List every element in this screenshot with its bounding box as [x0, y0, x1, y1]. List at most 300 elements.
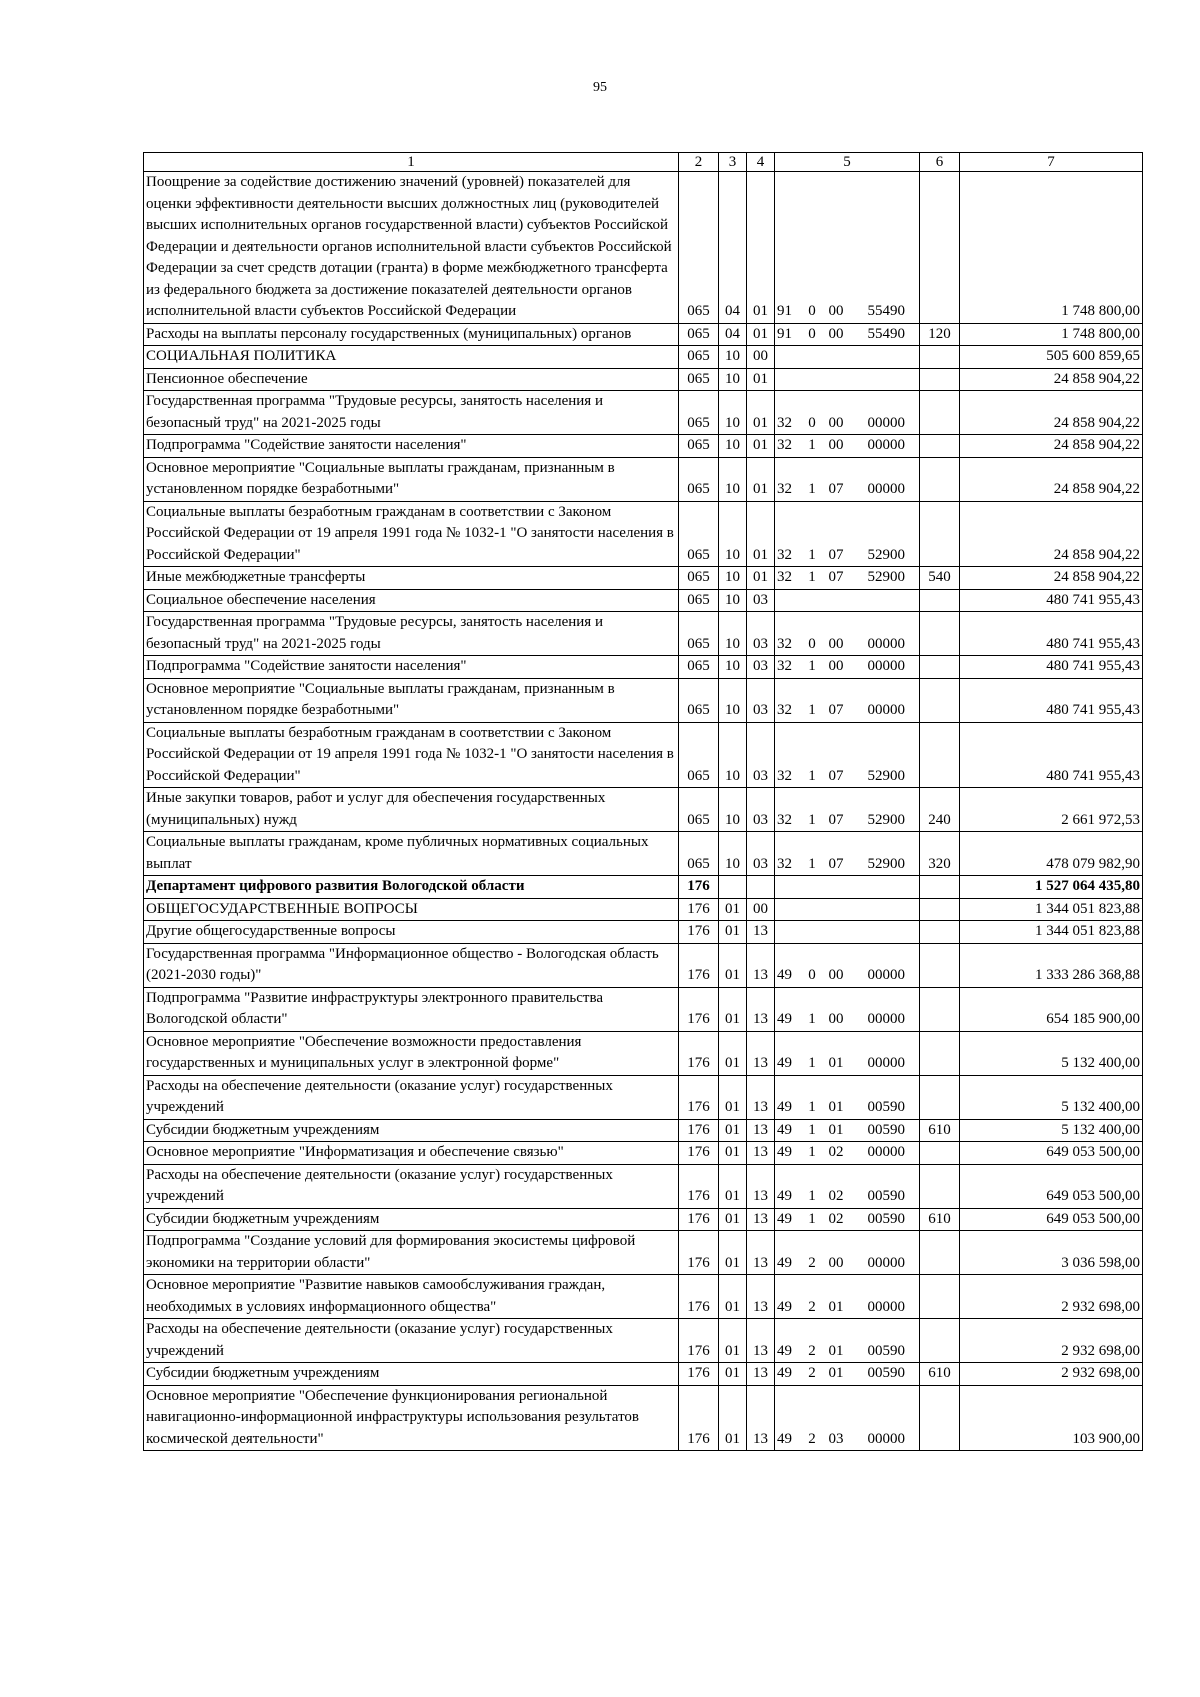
row-amount: 1 333 286 368,88	[960, 943, 1143, 987]
row-code-expense-type: 610	[920, 1363, 960, 1386]
row-name: Иные закупки товаров, работ и услуг для обеспечения государственных (муниципальных) нужд	[144, 788, 679, 832]
row-code-target-part: 52900	[867, 569, 905, 585]
row-code-section: 10	[719, 391, 747, 435]
row-name: Подпрограмма "Содействие занятости населения"	[144, 656, 679, 679]
row-code-subsection: 00	[747, 346, 775, 369]
row-code-target-part: 32	[777, 635, 792, 652]
row-code-target	[775, 391, 920, 435]
row-code-ministry: 065	[679, 346, 719, 369]
row-name: Расходы на обеспечение деятельности (оказание услуг) государственных учреждений	[144, 1319, 679, 1363]
table-row	[144, 346, 1143, 369]
row-name: Государственная программа "Трудовые ресурсы, занятость населения и безопасный труд" на 2021-2025 годы	[144, 391, 679, 435]
row-code-section	[719, 876, 747, 899]
row-code-section: 10	[719, 346, 747, 369]
row-amount: 505 600 859,65	[960, 346, 1143, 369]
row-code-subsection: 13	[747, 1075, 775, 1119]
row-amount: 24 858 904,22	[960, 368, 1143, 391]
row-name: СОЦИАЛЬНАЯ ПОЛИТИКА	[144, 346, 679, 369]
row-code-expense-type: 610	[920, 1208, 960, 1231]
row-name: Департамент цифрового развития Вологодской области	[144, 876, 679, 899]
row-name: Социальные выплаты гражданам, кроме публичных нормативных социальных выплат	[144, 832, 679, 876]
row-code-subsection: 03	[747, 656, 775, 679]
table-row	[144, 1231, 1143, 1275]
row-code-target	[775, 788, 920, 832]
row-code-target-part: 2	[808, 1342, 816, 1359]
row-code-ministry: 176	[679, 876, 719, 899]
row-code-target-part: 1	[808, 481, 816, 497]
row-code-target-part: 55490	[867, 325, 905, 342]
row-code-target-part: 02	[828, 1210, 844, 1227]
row-code-subsection: 01	[747, 391, 775, 435]
row-code-target-part: 2	[808, 1298, 816, 1315]
row-amount: 2 932 698,00	[960, 1275, 1143, 1319]
row-code-target-part: 32	[777, 546, 792, 563]
row-code-subsection: 03	[747, 788, 775, 832]
row-code-target-part: 1	[808, 811, 816, 828]
row-code-ministry: 065	[679, 457, 719, 501]
row-code-subsection: 13	[747, 1363, 775, 1386]
row-code-section: 01	[719, 1275, 747, 1319]
row-code-expense-type	[920, 435, 960, 458]
row-code-target	[775, 1231, 920, 1275]
row-code-target-part: 1	[808, 1099, 816, 1115]
row-code-expense-type: 610	[920, 1119, 960, 1142]
row-code-section: 10	[719, 722, 747, 788]
row-code-section: 01	[719, 1031, 747, 1075]
table-row	[144, 722, 1143, 788]
row-code-expense-type	[920, 921, 960, 944]
table-row	[144, 1075, 1143, 1119]
row-code-target-part: 00000	[867, 702, 905, 718]
row-code-section: 01	[719, 1075, 747, 1119]
row-code-expense-type	[920, 501, 960, 567]
row-code-ministry: 065	[679, 589, 719, 612]
row-code-target	[775, 457, 920, 501]
row-code-target-part: 01	[828, 1055, 844, 1071]
row-code-target-part: 49	[777, 1365, 792, 1381]
row-code-target-part: 32	[777, 569, 792, 585]
row-code-target-part: 03	[828, 1430, 844, 1447]
row-code-subsection: 03	[747, 612, 775, 656]
row-code-expense-type	[920, 612, 960, 656]
header-cell: 1	[144, 153, 679, 172]
row-name: Основное мероприятие "Обеспечение возможности предоставления государственных и муниципальных услуг в электронной форме"	[144, 1031, 679, 1075]
row-code-ministry: 065	[679, 656, 719, 679]
row-code-target-part: 00	[828, 414, 844, 431]
row-name: Подпрограмма "Содействие занятости населения"	[144, 435, 679, 458]
row-code-expense-type	[920, 457, 960, 501]
row-code-target-part: 2	[808, 1365, 816, 1381]
row-code-ministry: 065	[679, 722, 719, 788]
row-code-subsection: 01	[747, 457, 775, 501]
row-amount: 5 132 400,00	[960, 1119, 1143, 1142]
row-code-expense-type	[920, 1231, 960, 1275]
row-code-target-part: 00000	[867, 481, 905, 497]
row-code-target	[775, 1031, 920, 1075]
table-row	[144, 1031, 1143, 1075]
row-code-target-part: 00590	[867, 1121, 905, 1138]
row-code-ministry: 176	[679, 1385, 719, 1451]
table-row	[144, 567, 1143, 590]
table-row	[144, 1164, 1143, 1208]
row-code-section: 10	[719, 457, 747, 501]
row-code-section: 04	[719, 172, 747, 324]
table-row	[144, 391, 1143, 435]
row-code-ministry: 176	[679, 1363, 719, 1386]
row-code-expense-type	[920, 346, 960, 369]
row-code-section: 10	[719, 832, 747, 876]
row-code-target-part: 00	[828, 437, 844, 453]
row-code-target-part: 02	[828, 1144, 844, 1160]
row-code-subsection: 13	[747, 1231, 775, 1275]
row-code-target-part: 1	[808, 767, 816, 784]
row-code-target-part: 1	[808, 855, 816, 872]
row-code-target-part: 00	[828, 658, 844, 674]
row-name: Социальные выплаты безработным гражданам в соответствии с Законом Российской Федерации от 19 апреля 1991 года № 1032-1 "О занятости населения в Российской Федерации"	[144, 722, 679, 788]
row-name: Основное мероприятие "Информатизация и обеспечение связью"	[144, 1142, 679, 1165]
row-code-target-part: 49	[777, 1210, 792, 1227]
row-name: Подпрограмма "Развитие инфраструктуры электронного правительства Вологодской области"	[144, 987, 679, 1031]
row-code-target-part: 07	[828, 855, 844, 872]
row-amount: 478 079 982,90	[960, 832, 1143, 876]
header-cell: 4	[747, 153, 775, 172]
row-code-target-part: 00000	[867, 437, 905, 453]
row-code-target	[775, 1208, 920, 1231]
row-amount: 1 344 051 823,88	[960, 921, 1143, 944]
row-code-subsection: 01	[747, 368, 775, 391]
row-code-expense-type	[920, 368, 960, 391]
row-name: Государственная программа "Трудовые ресурсы, занятость населения и безопасный труд" на 2021-2025 годы	[144, 612, 679, 656]
row-code-target-part: 1	[808, 1121, 816, 1138]
row-code-target-part: 49	[777, 967, 792, 983]
row-code-ministry: 176	[679, 898, 719, 921]
row-code-expense-type	[920, 1031, 960, 1075]
row-amount: 5 132 400,00	[960, 1031, 1143, 1075]
row-code-ministry: 176	[679, 1231, 719, 1275]
row-amount: 24 858 904,22	[960, 501, 1143, 567]
row-code-target-part: 1	[808, 702, 816, 718]
table-row	[144, 832, 1143, 876]
row-code-target-part: 1	[808, 1188, 816, 1204]
row-code-target-part: 00000	[867, 414, 905, 431]
row-code-expense-type	[920, 1075, 960, 1119]
row-amount: 24 858 904,22	[960, 567, 1143, 590]
row-code-subsection: 13	[747, 987, 775, 1031]
row-code-target-part: 2	[808, 1430, 816, 1447]
row-code-ministry: 176	[679, 1031, 719, 1075]
table-row	[144, 612, 1143, 656]
row-code-target	[775, 1319, 920, 1363]
table-row	[144, 589, 1143, 612]
row-code-target-part: 32	[777, 702, 792, 718]
row-code-section: 01	[719, 1385, 747, 1451]
row-code-target	[775, 567, 920, 590]
row-code-subsection: 13	[747, 1164, 775, 1208]
row-code-target-part: 32	[777, 481, 792, 497]
row-code-ministry: 176	[679, 987, 719, 1031]
row-code-target	[775, 1142, 920, 1165]
row-code-target-part: 01	[828, 1365, 844, 1381]
row-code-target-part: 00000	[867, 1144, 905, 1160]
row-code-target	[775, 898, 920, 921]
row-code-target-part: 07	[828, 481, 844, 497]
row-code-expense-type: 240	[920, 788, 960, 832]
row-code-section: 10	[719, 612, 747, 656]
row-code-section: 10	[719, 368, 747, 391]
row-amount: 649 053 500,00	[960, 1164, 1143, 1208]
row-amount: 480 741 955,43	[960, 656, 1143, 679]
row-amount: 24 858 904,22	[960, 435, 1143, 458]
row-code-target-part: 91	[777, 325, 792, 342]
row-code-expense-type	[920, 589, 960, 612]
row-code-subsection: 01	[747, 501, 775, 567]
row-amount: 5 132 400,00	[960, 1075, 1143, 1119]
row-name: Расходы на обеспечение деятельности (оказание услуг) государственных учреждений	[144, 1075, 679, 1119]
row-code-subsection: 03	[747, 832, 775, 876]
row-amount: 649 053 500,00	[960, 1142, 1143, 1165]
row-code-target-part: 00000	[867, 635, 905, 652]
header-cell: 5	[775, 153, 920, 172]
row-code-ministry: 065	[679, 788, 719, 832]
row-code-target	[775, 678, 920, 722]
row-code-target	[775, 1164, 920, 1208]
row-code-ministry: 065	[679, 612, 719, 656]
row-code-subsection: 13	[747, 1385, 775, 1451]
row-amount: 480 741 955,43	[960, 678, 1143, 722]
row-code-target	[775, 1075, 920, 1119]
row-code-target-part: 49	[777, 1011, 792, 1027]
table-row	[144, 1142, 1143, 1165]
row-amount: 480 741 955,43	[960, 722, 1143, 788]
row-code-target-part: 00	[828, 635, 844, 652]
row-name: Поощрение за содействие достижению значений (уровней) показателей для оценки эффективности деятельности высших должностных лиц (руководителей высших исполнительных органов государственной власти) субъектов Российской Федерации и деятельности органов исполнительной власти субъектов Российской Федерации за счет средств дотации (гранта) в форме межбюджетного трансферта из федерального бюджета за достижение показателей деятельности органов исполнительной власти субъектов Российской Федерации	[144, 172, 679, 324]
row-code-target-part: 01	[828, 1099, 844, 1115]
row-code-target-part: 1	[808, 437, 816, 453]
row-code-target-part: 49	[777, 1144, 792, 1160]
header-cell: 6	[920, 153, 960, 172]
row-name: Субсидии бюджетным учреждениям	[144, 1363, 679, 1386]
row-code-section: 10	[719, 501, 747, 567]
row-amount: 1 344 051 823,88	[960, 898, 1143, 921]
row-code-section: 04	[719, 323, 747, 346]
table-row	[144, 1119, 1143, 1142]
row-code-target-part: 01	[828, 1342, 844, 1359]
row-code-target-part: 00000	[867, 1254, 905, 1271]
row-code-target	[775, 921, 920, 944]
row-amount: 649 053 500,00	[960, 1208, 1143, 1231]
row-code-subsection	[747, 876, 775, 899]
row-code-subsection: 13	[747, 943, 775, 987]
row-code-target-part: 00000	[867, 1055, 905, 1071]
row-name: Основное мероприятие "Социальные выплаты гражданам, признанным в установленном порядке безработными"	[144, 678, 679, 722]
row-code-target	[775, 832, 920, 876]
row-code-section: 01	[719, 1363, 747, 1386]
row-amount: 24 858 904,22	[960, 391, 1143, 435]
row-code-target-part: 49	[777, 1121, 792, 1138]
row-code-expense-type: 320	[920, 832, 960, 876]
row-name: Иные межбюджетные трансферты	[144, 567, 679, 590]
row-code-section: 10	[719, 678, 747, 722]
row-amount: 654 185 900,00	[960, 987, 1143, 1031]
row-code-target-part: 00	[828, 967, 844, 983]
row-name: Другие общегосударственные вопросы	[144, 921, 679, 944]
table-row	[144, 876, 1143, 899]
row-code-subsection: 13	[747, 1142, 775, 1165]
row-code-target-part: 52900	[867, 855, 905, 872]
table-row	[144, 172, 1143, 324]
row-code-target-part: 00590	[867, 1210, 905, 1227]
row-code-target-part: 32	[777, 437, 792, 453]
row-code-target-part: 00590	[867, 1188, 905, 1204]
row-code-expense-type	[920, 987, 960, 1031]
row-code-target-part: 00000	[867, 1011, 905, 1027]
row-code-target-part: 32	[777, 767, 792, 784]
row-code-target-part: 0	[808, 303, 816, 319]
row-code-target-part: 49	[777, 1254, 792, 1271]
row-code-target-part: 00000	[867, 1430, 905, 1447]
row-amount: 103 900,00	[960, 1385, 1143, 1451]
row-code-target	[775, 876, 920, 899]
row-code-section: 01	[719, 1319, 747, 1363]
row-code-target	[775, 172, 920, 324]
row-code-target-part: 07	[828, 702, 844, 718]
row-code-target-part: 0	[808, 325, 816, 342]
table-row	[144, 678, 1143, 722]
row-code-target-part: 01	[828, 1121, 844, 1138]
row-code-ministry: 065	[679, 567, 719, 590]
row-code-target-part: 1	[808, 1210, 816, 1227]
row-code-target-part: 49	[777, 1430, 792, 1447]
row-code-expense-type	[920, 1275, 960, 1319]
row-code-section: 01	[719, 1208, 747, 1231]
row-amount: 2 661 972,53	[960, 788, 1143, 832]
table-row	[144, 457, 1143, 501]
row-code-expense-type	[920, 876, 960, 899]
row-code-target-part: 1	[808, 569, 816, 585]
row-code-target-part: 49	[777, 1099, 792, 1115]
header-cell: 3	[719, 153, 747, 172]
row-code-target-part: 52900	[867, 767, 905, 784]
row-name: Государственная программа "Информационное общество - Вологодская область (2021-2030 годы)"	[144, 943, 679, 987]
row-amount: 1 527 064 435,80	[960, 876, 1143, 899]
row-code-target-part: 1	[808, 1055, 816, 1071]
row-code-subsection: 01	[747, 323, 775, 346]
table-row	[144, 656, 1143, 679]
row-code-target	[775, 722, 920, 788]
row-code-target-part: 1	[808, 1011, 816, 1027]
row-code-target-part: 1	[808, 1144, 816, 1160]
table-row	[144, 1275, 1143, 1319]
row-code-expense-type	[920, 1319, 960, 1363]
row-code-target-part: 49	[777, 1188, 792, 1204]
row-amount: 2 932 698,00	[960, 1319, 1143, 1363]
row-code-target-part: 1	[808, 658, 816, 674]
row-code-target-part: 07	[828, 767, 844, 784]
row-code-target	[775, 1363, 920, 1386]
row-code-expense-type	[920, 391, 960, 435]
table-row	[144, 1319, 1143, 1363]
row-name: Субсидии бюджетным учреждениям	[144, 1208, 679, 1231]
row-code-target	[775, 943, 920, 987]
row-amount: 2 932 698,00	[960, 1363, 1143, 1386]
row-code-subsection: 03	[747, 722, 775, 788]
row-code-target-part: 49	[777, 1055, 792, 1071]
row-code-subsection: 01	[747, 172, 775, 324]
row-name: Основное мероприятие "Развитие навыков самообслуживания граждан, необходимых в условиях информационного общества"	[144, 1275, 679, 1319]
row-code-ministry: 176	[679, 943, 719, 987]
row-code-subsection: 01	[747, 435, 775, 458]
row-code-target-part: 00000	[867, 1298, 905, 1315]
row-code-section: 01	[719, 987, 747, 1031]
header-cell: 7	[960, 153, 1143, 172]
row-code-subsection: 03	[747, 678, 775, 722]
row-code-target-part: 0	[808, 635, 816, 652]
row-code-expense-type: 540	[920, 567, 960, 590]
row-code-target	[775, 1385, 920, 1451]
row-code-target-part: 91	[777, 303, 792, 319]
row-code-section: 10	[719, 567, 747, 590]
row-code-ministry: 176	[679, 1208, 719, 1231]
row-code-subsection: 13	[747, 1031, 775, 1075]
row-code-ministry: 065	[679, 368, 719, 391]
row-name: Расходы на выплаты персоналу государственных (муниципальных) органов	[144, 323, 679, 346]
table-row	[144, 1385, 1143, 1451]
row-name: Основное мероприятие "Обеспечение функционирования региональной навигационно-информационной инфраструктуры использования результатов космической деятельности"	[144, 1385, 679, 1451]
row-name: ОБЩЕГОСУДАРСТВЕННЫЕ ВОПРОСЫ	[144, 898, 679, 921]
row-code-target	[775, 368, 920, 391]
table-row	[144, 1363, 1143, 1386]
row-code-target	[775, 435, 920, 458]
table-row	[144, 501, 1143, 567]
table-row	[144, 1208, 1143, 1231]
row-code-section: 10	[719, 435, 747, 458]
row-code-target	[775, 987, 920, 1031]
row-code-subsection: 13	[747, 1275, 775, 1319]
row-code-target-part: 01	[828, 1298, 844, 1315]
row-code-ministry: 065	[679, 172, 719, 324]
row-code-target	[775, 612, 920, 656]
page-number: 95	[593, 80, 607, 95]
row-code-target-part: 49	[777, 1342, 792, 1359]
row-code-subsection: 00	[747, 898, 775, 921]
table-row	[144, 987, 1143, 1031]
row-code-target	[775, 656, 920, 679]
row-code-section: 01	[719, 943, 747, 987]
row-code-target	[775, 323, 920, 346]
row-code-ministry: 176	[679, 1275, 719, 1319]
row-code-expense-type	[920, 943, 960, 987]
row-code-ministry: 065	[679, 435, 719, 458]
row-code-target-part: 00	[828, 1254, 844, 1271]
row-code-target-part: 32	[777, 658, 792, 674]
row-code-expense-type	[920, 1164, 960, 1208]
row-name: Подпрограмма "Создание условий для формирования экосистемы цифровой экономики на территории области"	[144, 1231, 679, 1275]
table-row	[144, 788, 1143, 832]
row-code-subsection: 01	[747, 567, 775, 590]
row-code-subsection: 03	[747, 589, 775, 612]
row-name: Основное мероприятие "Социальные выплаты гражданам, признанным в установленном порядке безработными"	[144, 457, 679, 501]
row-code-ministry: 065	[679, 323, 719, 346]
row-code-target	[775, 589, 920, 612]
row-code-target-part: 0	[808, 967, 816, 983]
row-code-ministry: 065	[679, 678, 719, 722]
row-code-section: 10	[719, 788, 747, 832]
row-name: Расходы на обеспечение деятельности (оказание услуг) государственных учреждений	[144, 1164, 679, 1208]
table-row	[144, 921, 1143, 944]
row-code-target-part: 07	[828, 811, 844, 828]
row-name: Социальные выплаты безработным гражданам в соответствии с Законом Российской Федерации от 19 апреля 1991 года № 1032-1 "О занятости населения в Российской Федерации"	[144, 501, 679, 567]
row-code-target-part: 32	[777, 414, 792, 431]
